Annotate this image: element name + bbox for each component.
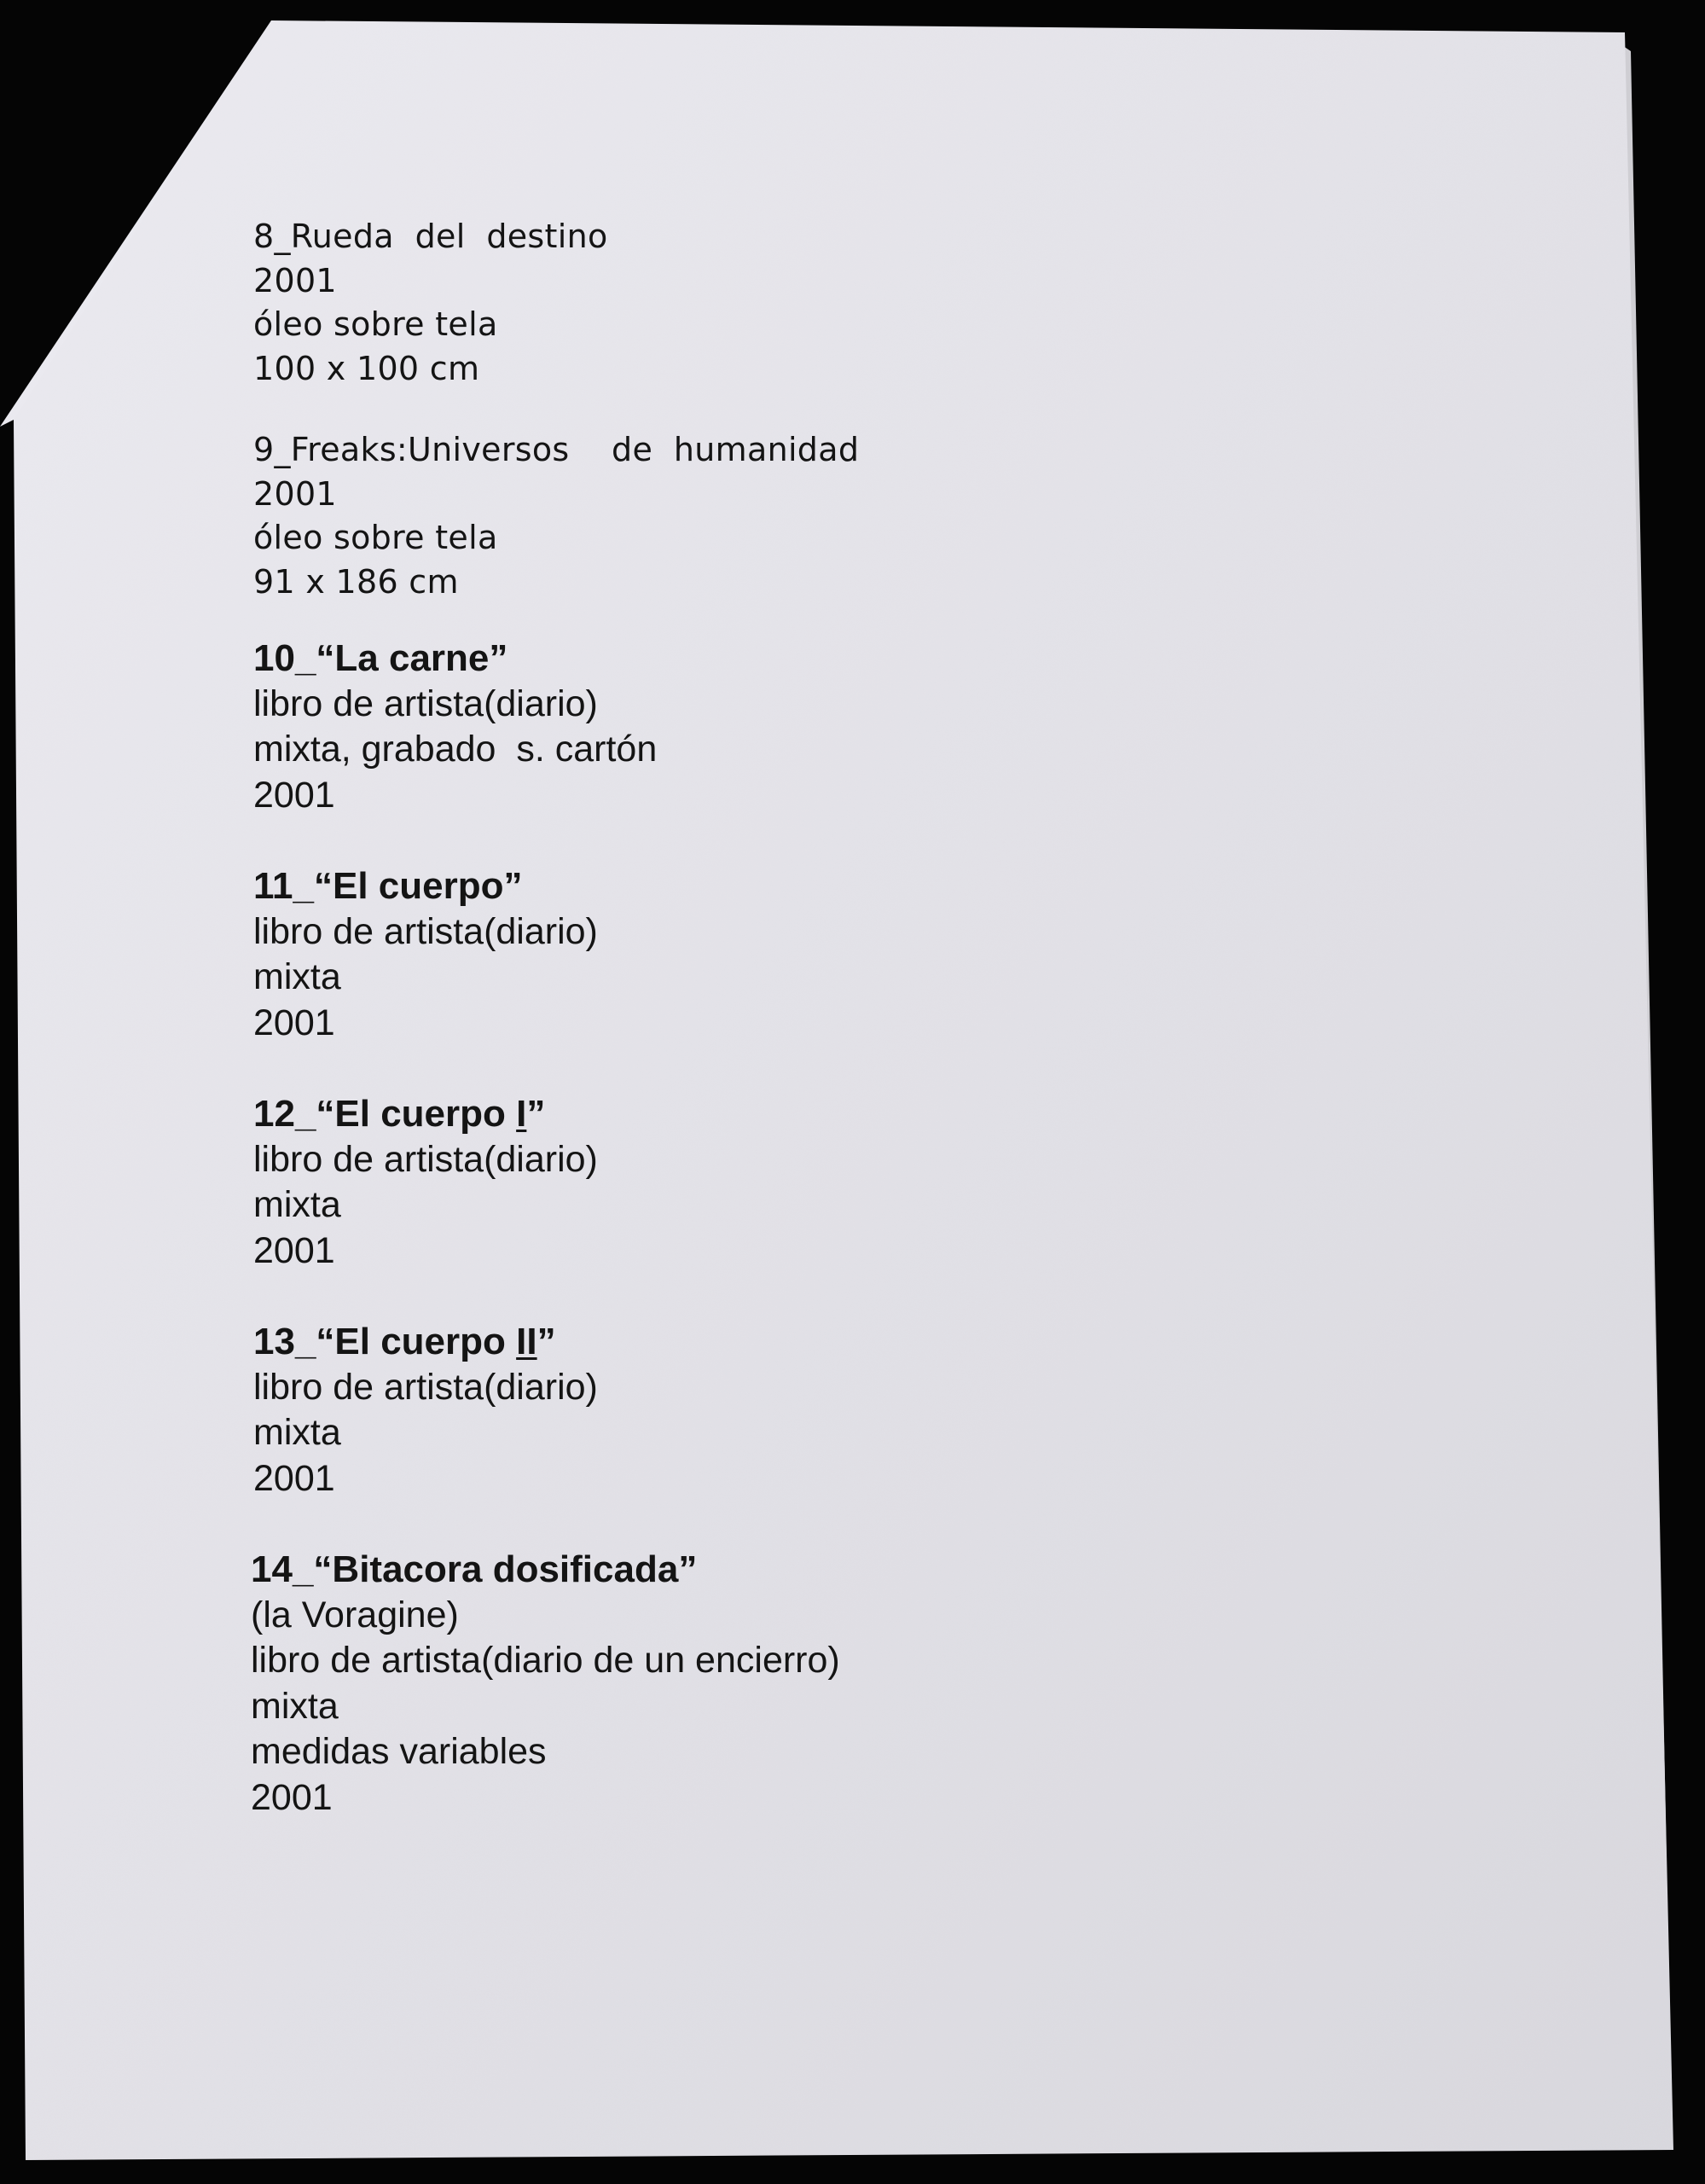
entry-8 [253,215,608,391]
entry-type: libro de artista(diario) [253,1138,598,1180]
entry-year: 2001 [253,1457,335,1499]
entry-9 [253,428,859,604]
entry-technique: óleo sobre tela [253,519,498,556]
title-text: 12_“El cuerpo [253,1093,517,1135]
entry-dimensions: 100 x 100 cm [253,349,480,387]
entry-title [253,1091,598,1137]
entry-title: 8_Rueda del destino [253,218,608,255]
entry-title: 11_“El cuerpo” [253,865,523,907]
entry-year: 2001 [253,774,335,816]
entry-year: 2001 [253,1002,335,1043]
entry-12 [253,1091,598,1274]
title-underlined-numeral: II [516,1321,537,1362]
entry-13 [253,1319,598,1502]
entry-11 [253,863,598,1046]
entry-technique: mixta [253,1184,341,1225]
entry-title: 14_“Bitacora dosificada” [251,1548,698,1590]
title-underlined-numeral: I [516,1093,527,1135]
entry-technique: mixta, grabado s. cartón [253,729,658,770]
entry-year: 2001 [253,261,337,299]
entry-year: 2001 [251,1776,333,1818]
entry-title [253,1319,598,1365]
title-close-quote: ” [536,1321,556,1362]
entry-type: libro de artista(diario de un encierro) [251,1640,840,1681]
title-close-quote: ” [526,1093,546,1135]
entry-type: libro de artista(diario) [253,1366,598,1408]
title-text: 13_“El cuerpo [253,1321,517,1362]
entry-dimensions: medidas variables [251,1731,547,1772]
entry-technique: mixta [253,1412,341,1453]
entry-year: 2001 [253,474,337,513]
entry-14 [251,1547,840,1821]
entry-technique: mixta [253,956,341,997]
entry-subtitle: (la Voragine) [251,1594,459,1635]
entry-year: 2001 [253,1229,335,1271]
entry-title: 9_Freaks:Universos de humanidad [253,431,860,468]
entry-type: libro de artista(diario) [253,910,598,952]
entry-type: libro de artista(diario) [253,682,598,724]
entry-10 [253,636,657,818]
entry-dimensions: 91 x 186 cm [253,562,459,601]
entry-technique: óleo sobre tela [253,305,498,343]
entry-title: 10_“La carne” [253,637,508,679]
entry-technique: mixta [251,1685,339,1727]
